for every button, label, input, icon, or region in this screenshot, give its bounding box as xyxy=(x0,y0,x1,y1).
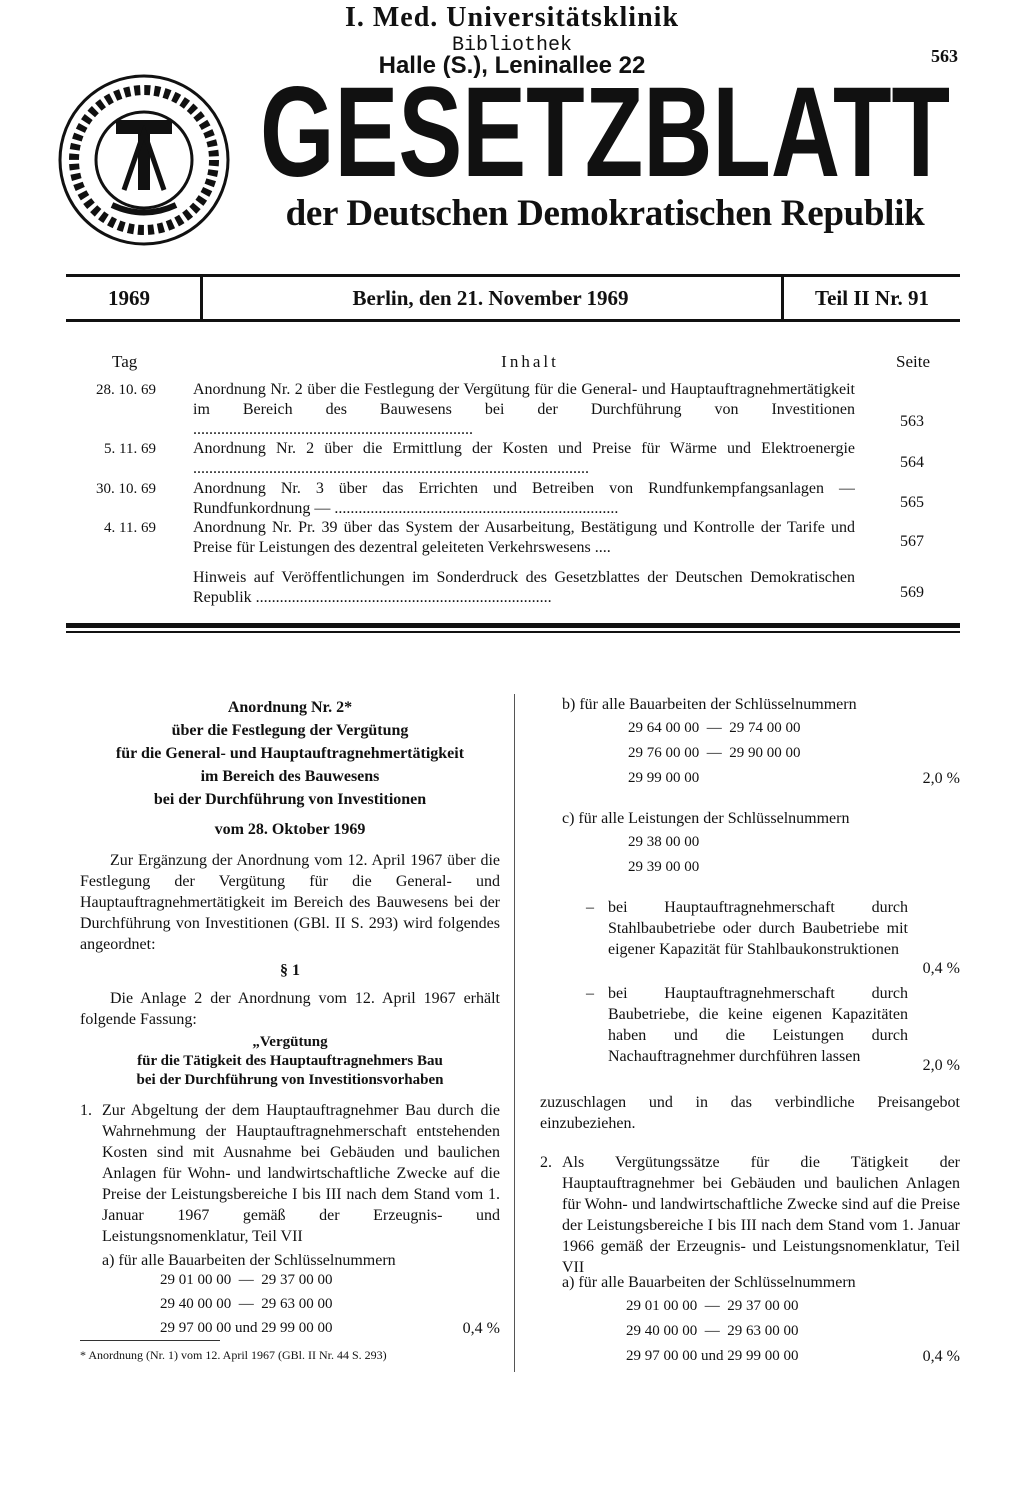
rate-condition-text: bei Hauptauftragnehmerschaft durch Baubetriebe, die keine eigenen Kapazitäten haben und die Leistungen durch Nachauftragnehmer durchführen lassen xyxy=(608,985,908,1065)
rate-percentage: 0,4 % xyxy=(462,1320,500,1337)
key-number-row: 29 99 00 00 xyxy=(628,770,700,786)
ordinance-title-line: Anordnung Nr. 2* xyxy=(227,699,353,716)
key-number-row: 29 76 00 00 — 29 90 00 00 xyxy=(628,745,801,761)
page-number: 563 xyxy=(931,46,958,66)
ordinance-title-line: im Bereich des Bauwesens xyxy=(200,768,380,785)
item-text: Zur Abgeltung der dem Hauptauftragnehmer Bau durch die Wahrnehmung der Hauptauftragnehmerschaft entstehenden Kosten sind mit Ausnahme bei Gebäuden und baulichen Anlagen für Wohn- und landwirtschaftliche Zwecke auf die Preise der Leistungsbereiche I bis III nach dem Stand vom 1. Januar 1967 gemäß der Erzeugnis- und Leistungsnomenklatur, Teil VII xyxy=(102,1102,500,1245)
section-rule-thin xyxy=(66,631,960,633)
annex-title xyxy=(80,1033,500,1090)
ordinance-date: vom 28. Oktober 1969 xyxy=(214,821,366,838)
key-number-row: 29 38 00 00 xyxy=(628,834,700,850)
footnote-rule xyxy=(80,1340,220,1341)
toc-header-seite: Seite xyxy=(896,352,930,371)
subitem-heading: b) für alle Bauarbeiten der Schlüsselnummern xyxy=(562,696,857,713)
rate-percentage: 0,4 % xyxy=(922,960,960,977)
toc-entry-date: 4. 11. 69 xyxy=(104,520,156,536)
dash-marker: – xyxy=(586,899,594,916)
rate-percentage: 2,0 % xyxy=(922,1057,960,1074)
item-text: Als Vergütungssätze für die Tätigkeit der Hauptauftragnehmer bei Gebäuden und baulichen Anlagen für Wohn- und landwirtschaftliche Zwecke sind auf die Preise der Leistungsbereiche I bis III nach dem Stand vom 1. Januar 1966 gemäß der Erzeugnis- und Leistungsnomenklatur, Teil VII xyxy=(562,1154,960,1276)
toc-entry-text: Anordnung Nr. 3 über das Errichten und Betreiben von Rundfunkempfangsanlagen — Rundfunkordnung — ....................................................................... xyxy=(193,480,855,517)
annex-title-line: bei der Durchführung von Investitionsvorhaben xyxy=(136,1072,444,1088)
header-divider xyxy=(781,277,784,319)
toc-entry-text: Hinweis auf Veröffentlichungen im Sonderdruck des Gesetzblattes der Deutschen Demokratischen Republik .......................................................................... xyxy=(193,569,855,606)
section-text: Die Anlage 2 der Anordnung vom 12. April 1967 erhält folgende Fassung: xyxy=(80,990,500,1028)
issue-year: 1969 xyxy=(108,286,150,310)
ordinance-title-line: bei der Durchführung von Investitionen xyxy=(153,791,427,808)
library-stamp-line1: I. Med. Universitätsklinik xyxy=(344,2,680,33)
key-number-row: 29 64 00 00 — 29 74 00 00 xyxy=(628,720,801,736)
subitem-heading: a) für alle Bauarbeiten der Schlüsselnummern xyxy=(562,1274,856,1291)
footnote: * Anordnung (Nr. 1) vom 12. April 1967 (GBl. II Nr. 44 S. 293) xyxy=(80,1348,387,1362)
key-number-row: 29 97 00 00 und 29 99 00 00 xyxy=(626,1348,799,1364)
dash-marker: – xyxy=(586,985,594,1002)
toc-entry-date: 30. 10. 69 xyxy=(96,481,156,497)
column-divider xyxy=(514,694,515,1372)
item-number: 1. xyxy=(80,1102,92,1119)
ordinance-title xyxy=(80,696,500,811)
state-emblem-icon xyxy=(54,70,234,250)
library-stamp-line2: Bibliothek xyxy=(451,34,573,57)
masthead-subtitle: der Deutschen Demokratischen Republik xyxy=(285,193,925,234)
toc-entry-page: 569 xyxy=(900,584,924,601)
key-number-row: 29 97 00 00 und 29 99 00 00 xyxy=(160,1320,333,1336)
header-rule-bottom xyxy=(66,319,960,322)
svg-text:GESETZBLATT: GESETZBLATT xyxy=(260,68,950,188)
rate-condition-text: bei Hauptauftragnehmerschaft durch Stahlbaubetriebe oder durch Baubetriebe mit eigener Kapazität für Stahlbaukonstruktionen xyxy=(608,899,908,958)
issue-date: Berlin, den 21. November 1969 xyxy=(352,286,629,310)
ordinance-title-line: für die General- und Hauptauftragnehmertätigkeit xyxy=(115,745,465,762)
annex-title-line: für die Tätigkeit des Hauptauftragnehmers Bau xyxy=(137,1053,443,1069)
closing-text: zuzuschlagen und in das verbindliche Preisangebot einzubeziehen. xyxy=(540,1094,960,1132)
toc-entry-page: 567 xyxy=(900,533,924,550)
issue-part: Teil II Nr. 91 xyxy=(815,286,929,310)
library-stamp-line3: Halle (S.), Leninallee 22 xyxy=(378,52,646,79)
annex-title-line: „Vergütung xyxy=(252,1034,328,1050)
ordinance-intro: Zur Ergänzung der Anordnung vom 12. April 1967 über die Festlegung der Vergütung für die General- und Hauptauftragnehmertätigkeit im Bereich des Bauwesens bei der Durchführung von Investitionen (GBl. II S. 293) wird folgendes angeordnet: xyxy=(80,852,500,953)
key-number-row: 29 01 00 00 — 29 37 00 00 xyxy=(160,1272,333,1288)
toc-entry-page: 563 xyxy=(900,413,924,430)
toc-header-tag: Tag xyxy=(112,352,138,371)
toc-entry-date: 28. 10. 69 xyxy=(96,382,156,398)
masthead-title xyxy=(255,68,955,188)
ordinance-title-line: über die Festlegung der Vergütung xyxy=(171,722,409,739)
key-number-row: 29 01 00 00 — 29 37 00 00 xyxy=(626,1298,799,1314)
rate-percentage: 2,0 % xyxy=(922,770,960,787)
toc-entry-text: Anordnung Nr. Pr. 39 über das System der Ausarbeitung, Bestätigung und Kontrolle der Tarife und Preise für Leistungen des dezentral geleiteten Verkehrswesens .... xyxy=(193,519,855,556)
key-number-row: 29 39 00 00 xyxy=(628,859,700,875)
toc-entry-date: 5. 11. 69 xyxy=(104,441,156,457)
key-number-row: 29 40 00 00 — 29 63 00 00 xyxy=(160,1296,333,1312)
toc-entry-text: Anordnung Nr. 2 über die Festlegung der Vergütung für die General- und Hauptauftragnehmertätigkeit im Bereich des Bauwesens bei der Durchführung von Investitionen ...................................................................... xyxy=(193,381,855,438)
item-number: 2. xyxy=(540,1154,552,1171)
section-rule-thick xyxy=(66,623,960,628)
key-number-row: 29 40 00 00 — 29 63 00 00 xyxy=(626,1323,799,1339)
toc-entry-text: Anordnung Nr. 2 über die Ermittlung der Kosten und Preise für Wärme und Elektroenergie ................................................................................................... xyxy=(193,440,855,477)
toc-entry-page: 564 xyxy=(900,454,924,471)
toc-entry-page: 565 xyxy=(900,494,924,511)
subitem-heading: c) für alle Leistungen der Schlüsselnummern xyxy=(562,810,850,827)
section-heading: § 1 xyxy=(280,962,300,979)
toc-header-inhalt: Inhalt xyxy=(501,352,559,371)
subitem-heading: a) für alle Bauarbeiten der Schlüsselnummern xyxy=(102,1252,396,1269)
rate-percentage: 0,4 % xyxy=(922,1348,960,1365)
